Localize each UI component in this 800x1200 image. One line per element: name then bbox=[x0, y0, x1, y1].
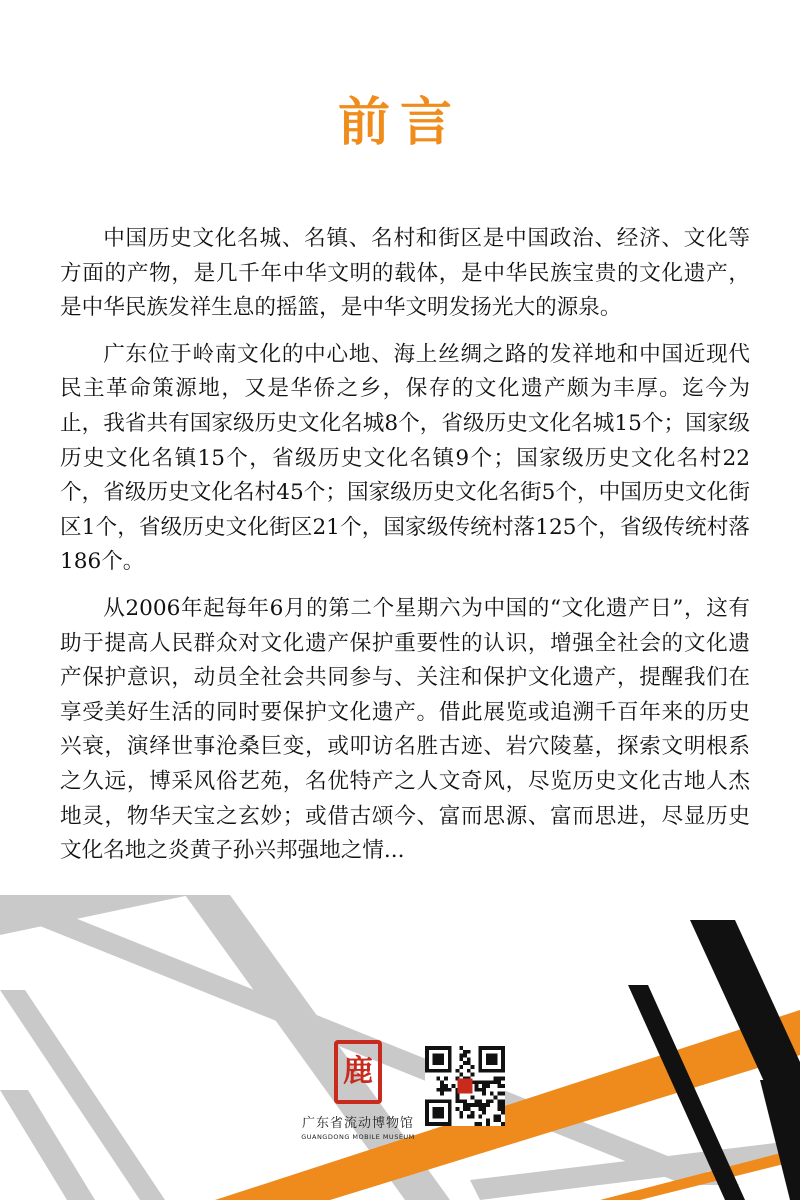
preface-body bbox=[60, 222, 750, 881]
black-stripe-edge bbox=[760, 1080, 800, 1200]
paragraph: 广东位于岭南文化的中心地、海上丝绸之路的发祥地和中国近现代民主革命策源地，又是华侨之乡，保存的文化遗产颇为丰厚。迄今为止，我省共有国家级历史文化名城8个，省级历史文化名城15个；国家级历史文化名镇15个，省级历史文化名镇9个；国家级历史文化名村22个，省级历史文化名村45个；国家级历史文化名街5个，中国历史文化街区1个，省级历史文化街区21个，国家级传统村落125个，省级传统村落186个。 bbox=[60, 341, 750, 575]
museum-name-en: GUANGDONG MOBILE MUSEUM bbox=[301, 1133, 415, 1141]
page-title: 前言 bbox=[337, 92, 462, 153]
museum-name-cn: 广东省流动博物馆 bbox=[301, 1116, 414, 1131]
paragraph: 中国历史文化名城、名镇、名村和街区是中国政治、经济、文化等方面的产物，是几千年中华文明的载体，是中华民族宝贵的文化遗产，是中华民族发祥生息的摇篮，是中华文明发扬光大的源泉。 bbox=[60, 226, 750, 321]
seal-logo-icon: 鹿 bbox=[334, 1040, 382, 1104]
qr-code-icon[interactable] bbox=[425, 1046, 505, 1126]
museum-logo bbox=[298, 1040, 418, 1141]
qr-center-seal bbox=[457, 1078, 472, 1093]
paragraph: 从2006年起每年6月的第二个星期六为中国的“文化遗产日”，这有助于提高人民群众对文化遗产保护重要性的认识，增强全社会的文化遗产保护意识，动员全社会共同参与、关注和保护文化遗产，提醒我们在享受美好生活的同时要保护文化遗产。借此展览或追溯千百年来的历史兴衰，演绎世事沧桑巨变，或叩访名胜古迹、岩穴陵墓，探索文明根系之久远，博采风俗艺苑，名优特产之人文奇风，尽览历史文化古地人杰地灵，物华天宝之玄妙；或借古颂今、富而思源、富而思进，尽显历史文化名地之炎黄子孙兴邦强地之情... bbox=[60, 595, 750, 864]
